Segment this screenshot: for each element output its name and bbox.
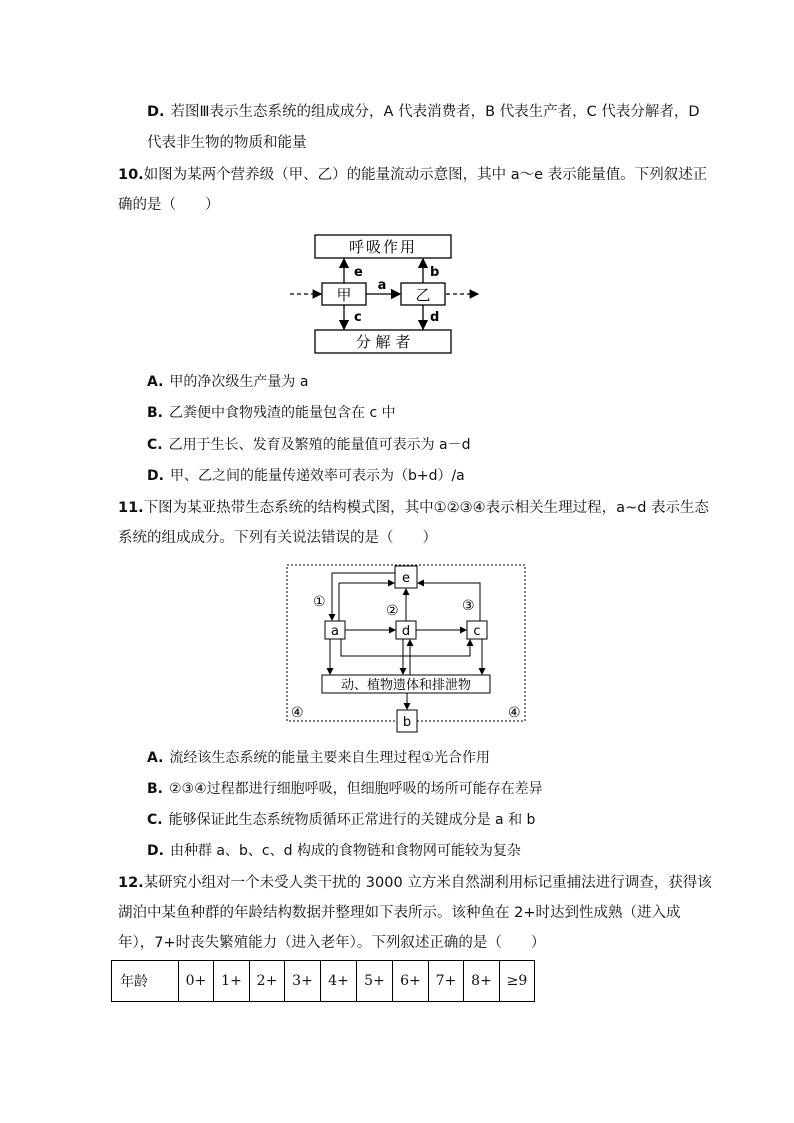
- process-4-left-label: ④: [291, 705, 304, 721]
- option-text: ②③④过程都进行细胞呼吸，但细胞呼吸的场所可能存在差异: [169, 781, 543, 797]
- q12-stem-line2: 湖泊中某鱼种群的年龄结构数据并整理如下表所示。该种鱼在 2+时达到性成熟（进入成: [118, 905, 681, 921]
- process-2-label: ②: [386, 603, 399, 619]
- q10-option-d: [147, 466, 465, 486]
- waste-label: 动、植物遗体和排泄物: [340, 678, 472, 693]
- table-cell: 6+: [393, 961, 429, 1002]
- yi-label: 乙: [415, 286, 431, 304]
- option-text: 乙用于生长、发育及繁殖的能量值可表示为 a－d: [168, 437, 471, 453]
- table-header-cell: 年龄: [112, 961, 179, 1002]
- option-text: 乙粪便中食物残渣的能量包含在 c 中: [169, 405, 396, 421]
- option-text: 由种群 a、b、c、d 构成的食物链和食物网可能较为复杂: [169, 843, 521, 859]
- question-stem: 某研究小组对一个未受人类干扰的 3000 立方米自然湖利用标记重捕法进行调查，获得该: [143, 875, 712, 891]
- option-letter: D.: [147, 104, 165, 120]
- table-cell: 1+: [214, 961, 250, 1002]
- ecosystem-structure-diagram: [0, 560, 794, 740]
- label-b: b: [402, 715, 412, 730]
- table-cell: 7+: [429, 961, 464, 1002]
- q11-option-a: [147, 748, 490, 768]
- q11-stem-line1: [118, 498, 709, 518]
- option-letter: D.: [147, 468, 164, 484]
- q10-option-c: [147, 435, 471, 455]
- label-b: b: [430, 265, 440, 280]
- option-text: 流经该生态系统的能量主要来自生理过程①光合作用: [169, 750, 490, 766]
- q9-option-d-continued: 代表非生物的物质和能量: [147, 135, 307, 151]
- table-cell: 4+: [321, 961, 357, 1002]
- table-cell: 3+: [285, 961, 321, 1002]
- q10-stem-line1: [118, 165, 707, 185]
- q10-option-b: [147, 403, 396, 423]
- respiration-label: 呼吸作用: [348, 238, 418, 256]
- table-cell: 2+: [250, 961, 285, 1002]
- question-number: 11.: [118, 500, 144, 516]
- label-c: c: [354, 310, 362, 325]
- label-d: d: [401, 624, 411, 639]
- process-1-label: ①: [313, 594, 326, 610]
- option-text: 甲、乙之间的能量传递效率可表示为（b+d）/a: [169, 468, 465, 484]
- q12-stem-line3: 年），7+时丧失繁殖能力（进入老年）。下列叙述正确的是（ ）: [118, 935, 546, 951]
- option-text: 若图Ⅲ表示生态系统的组成成分，A 代表消费者，B 代表生产者，C 代表分解者，D: [170, 104, 700, 120]
- option-letter: A.: [147, 750, 164, 766]
- question-number: 12.: [118, 875, 144, 891]
- option-letter: D.: [147, 843, 164, 859]
- decomposer-label: 分 解 者: [355, 333, 411, 351]
- q10-stem-line2: 确的是（ ）: [118, 197, 220, 213]
- table-cell: ≥9: [500, 961, 535, 1002]
- table-cell: 8+: [464, 961, 500, 1002]
- q11-option-b: [147, 779, 543, 799]
- q11-stem-line2: 系统的组成成分。下列有关说法错误的是（ ）: [118, 530, 437, 546]
- table-row: [112, 961, 535, 1002]
- label-e: e: [354, 265, 363, 280]
- age-structure-table: [111, 960, 535, 1002]
- question-stem: 下图为某亚热带生态系统的结构模式图，其中①②③④表示相关生理过程，a~d 表示生态: [143, 500, 710, 516]
- q11-option-d: [147, 841, 521, 861]
- jia-label: 甲: [336, 286, 352, 304]
- label-c: c: [473, 624, 481, 639]
- option-letter: A.: [147, 374, 164, 390]
- table-cell: 5+: [357, 961, 393, 1002]
- question-number: 10.: [118, 167, 144, 183]
- question-stem: 如图为某两个营养级（甲、乙）的能量流动示意图，其中 a～e 表示能量值。下列叙述正: [143, 167, 708, 183]
- label-a: a: [331, 624, 339, 639]
- process-3-label: ③: [462, 598, 475, 614]
- q10-option-a: [147, 372, 308, 392]
- option-text: 甲的净次级生产量为 a: [169, 374, 309, 390]
- label-a: a: [377, 278, 387, 293]
- option-letter: C.: [147, 437, 163, 453]
- q9-option-d: [147, 102, 700, 122]
- option-letter: B.: [147, 405, 163, 421]
- arrow-a-to-c: [341, 639, 470, 656]
- label-e: e: [402, 571, 410, 586]
- process-4-right-label: ④: [508, 705, 521, 721]
- label-d: d: [430, 310, 440, 325]
- q11-option-c: [147, 810, 535, 830]
- q12-stem-line1: [118, 873, 712, 893]
- table-cell: 0+: [179, 961, 214, 1002]
- option-text: 能够保证此生态系统物质循环正常进行的关键成分是 a 和 b: [168, 812, 536, 828]
- energy-flow-diagram: [0, 228, 794, 368]
- option-letter: B.: [147, 781, 163, 797]
- option-letter: C.: [147, 812, 163, 828]
